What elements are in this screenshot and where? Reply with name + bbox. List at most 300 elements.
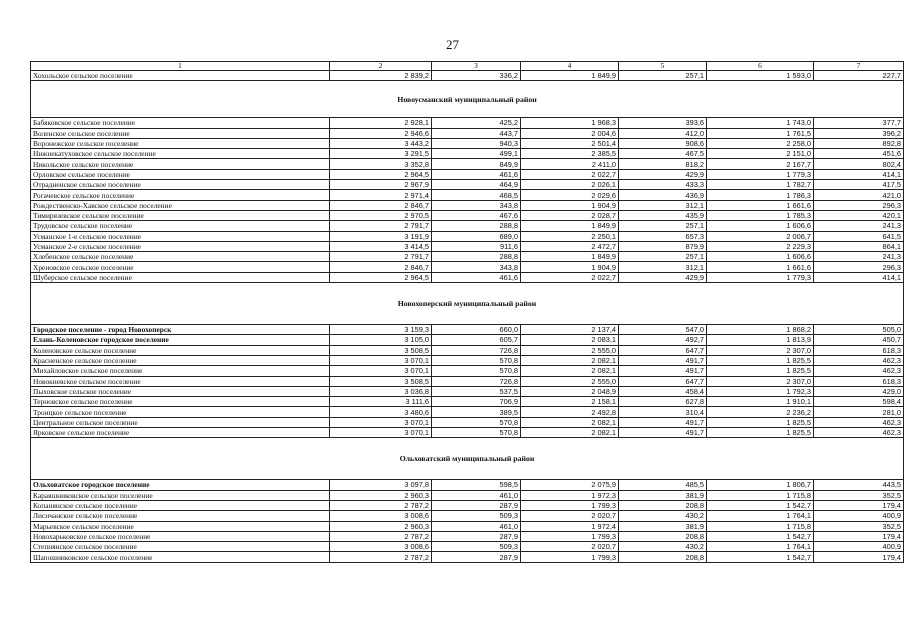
value-cell: 461,0 xyxy=(432,521,521,531)
table-row xyxy=(31,490,904,500)
value-cell: 2 787,2 xyxy=(330,552,432,562)
settlement-name-cell: Ярковское сельское поселение xyxy=(31,428,330,438)
value-cell: 3 008,6 xyxy=(330,511,432,521)
value-cell: 2 928,1 xyxy=(330,118,432,128)
value-cell: 491,7 xyxy=(619,417,707,427)
table-row xyxy=(31,210,904,220)
value-cell: 3 097,8 xyxy=(330,480,432,490)
value-cell: 2 787,2 xyxy=(330,500,432,510)
value-cell: 1 785,3 xyxy=(707,210,814,220)
value-cell: 241,3 xyxy=(814,221,904,231)
value-cell: 429,0 xyxy=(814,386,904,396)
table-row xyxy=(31,386,904,396)
table-row xyxy=(31,428,904,438)
page-number: 27 xyxy=(446,37,459,52)
value-cell: 1 606,6 xyxy=(707,252,814,262)
value-cell: 2 472,7 xyxy=(521,241,619,251)
value-cell: 2 555,0 xyxy=(521,345,619,355)
settlement-name-cell: Усманское 1-е сельское поселение xyxy=(31,231,330,241)
district-title: Новоусманский муниципальный район xyxy=(31,81,904,118)
value-cell: 818,2 xyxy=(619,159,707,169)
settlement-name-cell: Отрадненское сельское поселение xyxy=(31,180,330,190)
settlement-name-cell: Бабяковское сельское поселение xyxy=(31,118,330,128)
value-cell: 281,0 xyxy=(814,407,904,417)
settlement-name-cell: Центральное сельское поселение xyxy=(31,417,330,427)
value-cell: 443,5 xyxy=(814,480,904,490)
value-cell: 1 661,6 xyxy=(707,200,814,210)
value-cell: 2 082,1 xyxy=(521,366,619,376)
value-cell: 2 839,2 xyxy=(330,71,432,81)
value-cell: 429,9 xyxy=(619,272,707,282)
settlement-name-cell: Марьевское сельское поселение xyxy=(31,521,330,531)
column-header: 6 xyxy=(707,62,814,71)
value-cell: 2 791,7 xyxy=(330,221,432,231)
table-row xyxy=(31,531,904,541)
value-cell: 2 970,5 xyxy=(330,210,432,220)
settlement-name-cell: Рождественско-Хавское сельское поселение xyxy=(31,200,330,210)
value-cell: 1 764,1 xyxy=(707,511,814,521)
table-row xyxy=(31,169,904,179)
value-cell: 706,9 xyxy=(432,397,521,407)
table-row xyxy=(31,241,904,251)
value-cell: 1 799,3 xyxy=(521,552,619,562)
value-cell: 467,5 xyxy=(619,149,707,159)
value-cell: 2 137,4 xyxy=(521,325,619,335)
value-cell: 509,3 xyxy=(432,511,521,521)
table-row xyxy=(31,521,904,531)
settlement-name-cell: Троицкое сельское поселение xyxy=(31,407,330,417)
value-cell: 2 004,6 xyxy=(521,128,619,138)
table-row xyxy=(31,511,904,521)
value-cell: 3 008,6 xyxy=(330,542,432,552)
value-cell: 1 542,7 xyxy=(707,531,814,541)
value-cell: 458,4 xyxy=(619,386,707,396)
value-cell: 312,1 xyxy=(619,262,707,272)
settlement-name-cell: Хохольское сельское поселение xyxy=(31,71,330,81)
value-cell: 505,0 xyxy=(814,325,904,335)
value-cell: 377,7 xyxy=(814,118,904,128)
settlement-name-cell: Ольховатское городское поселение xyxy=(31,480,330,490)
value-cell: 2 787,2 xyxy=(330,531,432,541)
value-cell: 296,3 xyxy=(814,200,904,210)
column-header: 4 xyxy=(521,62,619,71)
value-cell: 1 849,9 xyxy=(521,71,619,81)
value-cell: 310,4 xyxy=(619,407,707,417)
value-cell: 1 825,5 xyxy=(707,355,814,365)
value-cell: 420,1 xyxy=(814,210,904,220)
value-cell: 381,9 xyxy=(619,490,707,500)
value-cell: 1 743,0 xyxy=(707,118,814,128)
value-cell: 352,5 xyxy=(814,521,904,531)
settlement-name-cell: Степнянское сельское поселение xyxy=(31,542,330,552)
value-cell: 2 083,1 xyxy=(521,335,619,345)
value-cell: 208,8 xyxy=(619,500,707,510)
table-row xyxy=(31,118,904,128)
value-cell: 726,8 xyxy=(432,345,521,355)
value-cell: 892,8 xyxy=(814,138,904,148)
value-cell: 462,3 xyxy=(814,366,904,376)
value-cell: 412,0 xyxy=(619,128,707,138)
settlement-name-cell: Тимирязевское сельское поселение xyxy=(31,210,330,220)
table-row xyxy=(31,71,904,81)
settlement-name-cell: Пыховское сельское поселение xyxy=(31,386,330,396)
value-cell: 509,3 xyxy=(432,542,521,552)
value-cell: 1 782,7 xyxy=(707,180,814,190)
settlement-name-cell: Воленское сельское поселение xyxy=(31,128,330,138)
value-cell: 1 968,3 xyxy=(521,118,619,128)
value-cell: 1 849,9 xyxy=(521,221,619,231)
value-cell: 3 070,1 xyxy=(330,355,432,365)
value-cell: 1 542,7 xyxy=(707,552,814,562)
value-cell: 2 964,5 xyxy=(330,169,432,179)
value-cell: 1 904,9 xyxy=(521,200,619,210)
value-cell: 287,9 xyxy=(432,552,521,562)
value-cell: 491,7 xyxy=(619,428,707,438)
value-cell: 3 159,3 xyxy=(330,325,432,335)
table-row xyxy=(31,345,904,355)
value-cell: 287,9 xyxy=(432,500,521,510)
value-cell: 2 964,5 xyxy=(330,272,432,282)
value-cell: 2 006,7 xyxy=(707,231,814,241)
table-row xyxy=(31,417,904,427)
value-cell: 1 972,4 xyxy=(521,521,619,531)
value-cell: 1 799,3 xyxy=(521,531,619,541)
table-row xyxy=(31,407,904,417)
value-cell: 257,1 xyxy=(619,252,707,262)
value-cell: 849,9 xyxy=(432,159,521,169)
value-cell: 450,7 xyxy=(814,335,904,345)
value-cell: 1 813,9 xyxy=(707,335,814,345)
value-cell: 547,0 xyxy=(619,325,707,335)
value-cell: 689,0 xyxy=(432,231,521,241)
district-title: Новохоперский муниципальный район xyxy=(31,283,904,325)
value-cell: 3 508,5 xyxy=(330,345,432,355)
value-cell: 2 960,3 xyxy=(330,521,432,531)
value-cell: 400,9 xyxy=(814,542,904,552)
value-cell: 3 036,8 xyxy=(330,386,432,396)
value-cell: 467,6 xyxy=(432,210,521,220)
table-header-row xyxy=(31,62,904,71)
value-cell: 598,4 xyxy=(814,397,904,407)
value-cell: 2 158,1 xyxy=(521,397,619,407)
table-row xyxy=(31,355,904,365)
value-cell: 1 825,5 xyxy=(707,428,814,438)
table-row xyxy=(31,149,904,159)
settlement-name-cell: Воронежское сельское поселение xyxy=(31,138,330,148)
value-cell: 1 786,3 xyxy=(707,190,814,200)
value-cell: 179,4 xyxy=(814,552,904,562)
settlement-name-cell: Караяшниковское сельское поселение xyxy=(31,490,330,500)
value-cell: 462,3 xyxy=(814,355,904,365)
settlement-name-cell: Михайловское сельское поселение xyxy=(31,366,330,376)
value-cell: 414,1 xyxy=(814,272,904,282)
table-row xyxy=(31,542,904,552)
value-cell: 2 385,5 xyxy=(521,149,619,159)
settlement-name-cell: Шапошниковское сельское поселение xyxy=(31,552,330,562)
settlement-name-cell: Городское поселение - город Новохоперск xyxy=(31,325,330,335)
table-row xyxy=(31,480,904,490)
value-cell: 2 229,3 xyxy=(707,241,814,251)
value-cell: 208,8 xyxy=(619,552,707,562)
budget-table xyxy=(30,61,904,563)
value-cell: 2 075,9 xyxy=(521,480,619,490)
table-row xyxy=(31,366,904,376)
value-cell: 336,2 xyxy=(432,71,521,81)
table-row xyxy=(31,335,904,345)
value-cell: 911,6 xyxy=(432,241,521,251)
value-cell: 443,7 xyxy=(432,128,521,138)
value-cell: 1 868,2 xyxy=(707,325,814,335)
value-cell: 2 167,7 xyxy=(707,159,814,169)
value-cell: 1 792,3 xyxy=(707,386,814,396)
value-cell: 2 151,0 xyxy=(707,149,814,159)
table-row xyxy=(31,552,904,562)
value-cell: 2 967,9 xyxy=(330,180,432,190)
district-header-row xyxy=(31,283,904,325)
value-cell: 3 443,2 xyxy=(330,138,432,148)
table-row xyxy=(31,200,904,210)
value-cell: 2 022,7 xyxy=(521,272,619,282)
settlement-name-cell: Новокиевское сельское поселение xyxy=(31,376,330,386)
value-cell: 618,3 xyxy=(814,376,904,386)
value-cell: 1 542,7 xyxy=(707,500,814,510)
value-cell: 296,3 xyxy=(814,262,904,272)
value-cell: 414,1 xyxy=(814,169,904,179)
value-cell: 462,3 xyxy=(814,417,904,427)
value-cell: 312,1 xyxy=(619,200,707,210)
value-cell: 2 022,7 xyxy=(521,169,619,179)
value-cell: 2 026,1 xyxy=(521,180,619,190)
value-cell: 1 806,7 xyxy=(707,480,814,490)
value-cell: 499,1 xyxy=(432,149,521,159)
value-cell: 462,3 xyxy=(814,428,904,438)
value-cell: 1 779,3 xyxy=(707,272,814,282)
value-cell: 2 020,7 xyxy=(521,511,619,521)
column-header: 7 xyxy=(814,62,904,71)
table-row xyxy=(31,128,904,138)
value-cell: 241,3 xyxy=(814,252,904,262)
value-cell: 537,5 xyxy=(432,386,521,396)
value-cell: 461,6 xyxy=(432,272,521,282)
value-cell: 570,8 xyxy=(432,417,521,427)
value-cell: 1 593,0 xyxy=(707,71,814,81)
value-cell: 257,1 xyxy=(619,221,707,231)
value-cell: 627,8 xyxy=(619,397,707,407)
value-cell: 647,7 xyxy=(619,345,707,355)
value-cell: 257,1 xyxy=(619,71,707,81)
value-cell: 343,8 xyxy=(432,200,521,210)
value-cell: 485,5 xyxy=(619,480,707,490)
value-cell: 570,8 xyxy=(432,355,521,365)
value-cell: 2 307,0 xyxy=(707,376,814,386)
value-cell: 660,0 xyxy=(432,325,521,335)
value-cell: 641,5 xyxy=(814,231,904,241)
value-cell: 435,9 xyxy=(619,210,707,220)
value-cell: 1 715,8 xyxy=(707,490,814,500)
value-cell: 802,4 xyxy=(814,159,904,169)
value-cell: 288,8 xyxy=(432,221,521,231)
value-cell: 2 846,7 xyxy=(330,200,432,210)
value-cell: 864,1 xyxy=(814,241,904,251)
settlement-name-cell: Хлебенское сельское поселение xyxy=(31,252,330,262)
table-row xyxy=(31,221,904,231)
value-cell: 570,8 xyxy=(432,366,521,376)
value-cell: 3 291,5 xyxy=(330,149,432,159)
table-row xyxy=(31,325,904,335)
table-row xyxy=(31,397,904,407)
value-cell: 461,6 xyxy=(432,169,521,179)
value-cell: 940,3 xyxy=(432,138,521,148)
value-cell: 2 020,7 xyxy=(521,542,619,552)
value-cell: 3 111,6 xyxy=(330,397,432,407)
value-cell: 2 846,7 xyxy=(330,262,432,272)
value-cell: 1 849,9 xyxy=(521,252,619,262)
value-cell: 598,5 xyxy=(432,480,521,490)
column-header: 2 xyxy=(330,62,432,71)
value-cell: 343,8 xyxy=(432,262,521,272)
value-cell: 3 070,1 xyxy=(330,366,432,376)
settlement-name-cell: Орловское сельское поселение xyxy=(31,169,330,179)
value-cell: 2 946,6 xyxy=(330,128,432,138)
column-header: 5 xyxy=(619,62,707,71)
value-cell: 396,2 xyxy=(814,128,904,138)
value-cell: 2 236,2 xyxy=(707,407,814,417)
value-cell: 1 904,9 xyxy=(521,262,619,272)
column-header: 1 xyxy=(31,62,330,71)
value-cell: 430,2 xyxy=(619,511,707,521)
district-title: Ольховатский муниципальный район xyxy=(31,438,904,480)
value-cell: 433,3 xyxy=(619,180,707,190)
value-cell: 570,8 xyxy=(432,428,521,438)
value-cell: 3 191,9 xyxy=(330,231,432,241)
table-row xyxy=(31,180,904,190)
value-cell: 1 606,6 xyxy=(707,221,814,231)
table-row xyxy=(31,262,904,272)
table-row xyxy=(31,376,904,386)
value-cell: 726,8 xyxy=(432,376,521,386)
value-cell: 2 555,0 xyxy=(521,376,619,386)
value-cell: 2 307,0 xyxy=(707,345,814,355)
table-row xyxy=(31,252,904,262)
value-cell: 1 799,3 xyxy=(521,500,619,510)
settlement-name-cell: Коленовское сельское поселение xyxy=(31,345,330,355)
settlement-name-cell: Шуберское сельское поселение xyxy=(31,272,330,282)
settlement-name-cell: Никольское сельское поселение xyxy=(31,159,330,169)
value-cell: 2 082,1 xyxy=(521,355,619,365)
table-row xyxy=(31,190,904,200)
value-cell: 2 028,7 xyxy=(521,210,619,220)
value-cell: 605,7 xyxy=(432,335,521,345)
value-cell: 1 764,1 xyxy=(707,542,814,552)
value-cell: 464,9 xyxy=(432,180,521,190)
settlement-name-cell: Хреновское сельское поселение xyxy=(31,262,330,272)
column-header: 3 xyxy=(432,62,521,71)
value-cell: 2 971,4 xyxy=(330,190,432,200)
value-cell: 618,3 xyxy=(814,345,904,355)
value-cell: 3 105,0 xyxy=(330,335,432,345)
value-cell: 492,7 xyxy=(619,335,707,345)
value-cell: 451,6 xyxy=(814,149,904,159)
value-cell: 421,0 xyxy=(814,190,904,200)
settlement-name-cell: Нижнекатуховское сельское поселение xyxy=(31,149,330,159)
value-cell: 468,5 xyxy=(432,190,521,200)
value-cell: 352,5 xyxy=(814,490,904,500)
value-cell: 389,5 xyxy=(432,407,521,417)
settlement-name-cell: Усманское 2-е сельское поселение xyxy=(31,241,330,251)
value-cell: 1 779,3 xyxy=(707,169,814,179)
settlement-name-cell: Копанянское сельское поселение xyxy=(31,500,330,510)
table-row xyxy=(31,159,904,169)
district-header-row xyxy=(31,81,904,118)
value-cell: 2 048,9 xyxy=(521,386,619,396)
value-cell: 393,6 xyxy=(619,118,707,128)
value-cell: 647,7 xyxy=(619,376,707,386)
value-cell: 2 082,1 xyxy=(521,417,619,427)
settlement-name-cell: Новохарьковское сельское поселение xyxy=(31,531,330,541)
table-row xyxy=(31,138,904,148)
settlement-name-cell: Лисичанское сельское поселение xyxy=(31,511,330,521)
value-cell: 287,9 xyxy=(432,531,521,541)
value-cell: 381,9 xyxy=(619,521,707,531)
table-row xyxy=(31,272,904,282)
settlement-name-cell: Трудовское сельское поселение xyxy=(31,221,330,231)
settlement-name-cell: Терновское сельское поселение xyxy=(31,397,330,407)
value-cell: 461,0 xyxy=(432,490,521,500)
value-cell: 1 761,5 xyxy=(707,128,814,138)
value-cell: 2 501,4 xyxy=(521,138,619,148)
value-cell: 2 029,6 xyxy=(521,190,619,200)
value-cell: 2 082,1 xyxy=(521,428,619,438)
value-cell: 208,8 xyxy=(619,531,707,541)
value-cell: 3 480,6 xyxy=(330,407,432,417)
value-cell: 288,8 xyxy=(432,252,521,262)
value-cell: 436,9 xyxy=(619,190,707,200)
value-cell: 491,7 xyxy=(619,355,707,365)
value-cell: 179,4 xyxy=(814,531,904,541)
value-cell: 2 492,8 xyxy=(521,407,619,417)
value-cell: 1 825,5 xyxy=(707,417,814,427)
value-cell: 430,2 xyxy=(619,542,707,552)
value-cell: 417,5 xyxy=(814,180,904,190)
value-cell: 908,6 xyxy=(619,138,707,148)
value-cell: 1 715,8 xyxy=(707,521,814,531)
value-cell: 3 070,1 xyxy=(330,428,432,438)
value-cell: 3 508,5 xyxy=(330,376,432,386)
value-cell: 879,9 xyxy=(619,241,707,251)
value-cell: 1 972,3 xyxy=(521,490,619,500)
table-body xyxy=(31,62,904,563)
value-cell: 3 352,8 xyxy=(330,159,432,169)
value-cell: 491,7 xyxy=(619,366,707,376)
value-cell: 2 258,0 xyxy=(707,138,814,148)
value-cell: 3 070,1 xyxy=(330,417,432,427)
value-cell: 2 791,7 xyxy=(330,252,432,262)
settlement-name-cell: Елань-Коленовское городское поселение xyxy=(31,335,330,345)
value-cell: 1 825,5 xyxy=(707,366,814,376)
value-cell: 2 250,1 xyxy=(521,231,619,241)
settlement-name-cell: Красненское сельское поселение xyxy=(31,355,330,365)
value-cell: 657,3 xyxy=(619,231,707,241)
value-cell: 1 910,1 xyxy=(707,397,814,407)
value-cell: 3 414,5 xyxy=(330,241,432,251)
value-cell: 227,7 xyxy=(814,71,904,81)
settlement-name-cell: Рогачевское сельское поселение xyxy=(31,190,330,200)
value-cell: 429,9 xyxy=(619,169,707,179)
table-row xyxy=(31,500,904,510)
value-cell: 2 960,3 xyxy=(330,490,432,500)
table-row xyxy=(31,231,904,241)
value-cell: 1 661,6 xyxy=(707,262,814,272)
